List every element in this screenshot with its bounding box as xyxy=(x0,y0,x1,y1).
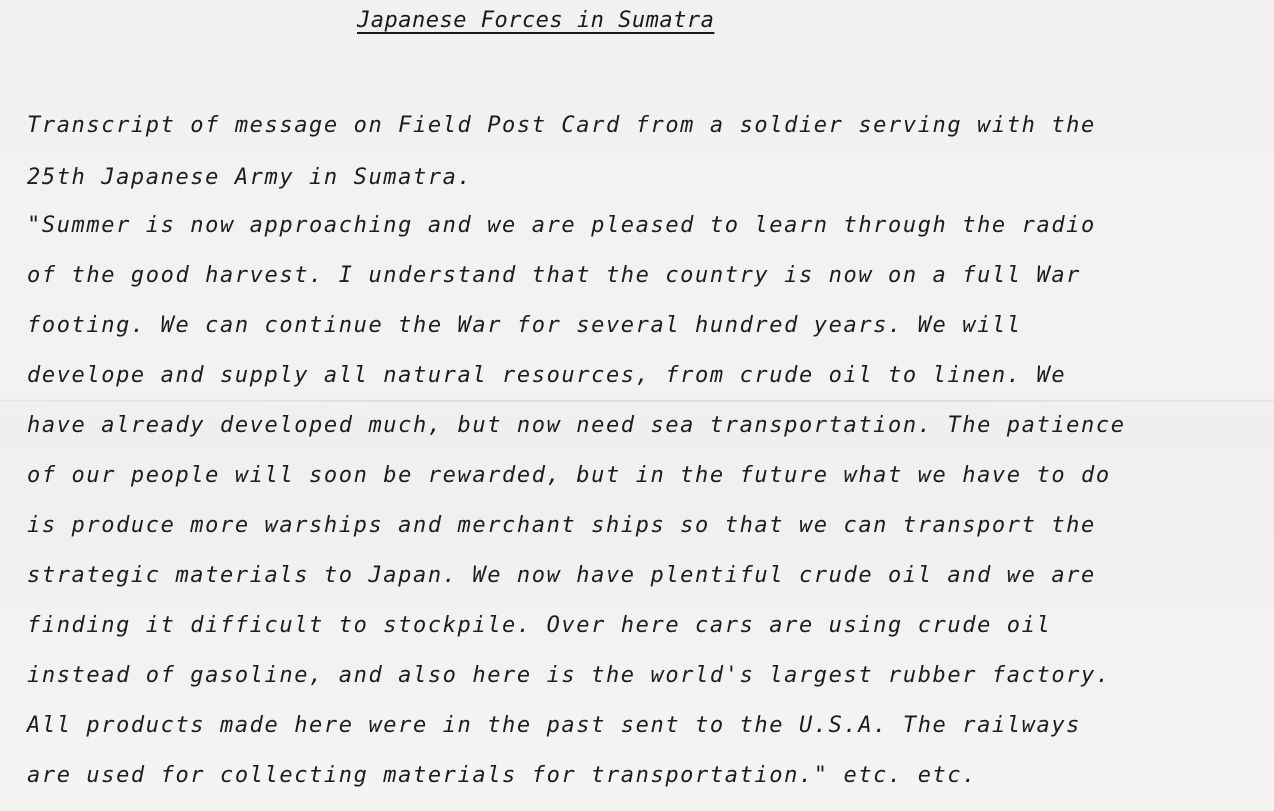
transcript-line-13: All products made here were in the past sent to the U.S.A. The railways xyxy=(27,713,1082,738)
transcript-line-4: of the good harvest. I understand that the country is now on a full War xyxy=(27,263,1082,288)
transcript-line-7: have already developed much, but now need sea transportation. The patience xyxy=(27,413,1126,438)
transcript-line-10: strategic materials to Japan. We now have plentiful crude oil and we are xyxy=(27,563,1096,588)
document-title: Japanese Forces in Sumatra xyxy=(357,8,715,33)
transcript-line-2: 25th Japanese Army in Sumatra. xyxy=(27,165,473,190)
transcript-line-1: Transcript of message on Field Post Card from a soldier serving with the xyxy=(27,113,1096,138)
transcript-line-12: instead of gasoline, and also here is the world's largest rubber factory. xyxy=(27,663,1111,688)
transcript-line-5: footing. We can continue the War for several hundred years. We will xyxy=(27,313,1022,338)
transcript-line-6: develope and supply all natural resources, from crude oil to linen. We xyxy=(27,363,1067,388)
transcript-line-11: finding it difficult to stockpile. Over here cars are using crude oil xyxy=(27,613,1052,638)
transcript-line-14: are used for collecting materials for transportation." etc. etc. xyxy=(27,763,978,788)
transcript-line-3: "Summer is now approaching and we are pleased to learn through the radio xyxy=(27,213,1096,238)
transcript-line-9: is produce more warships and merchant ships so that we can transport the xyxy=(27,513,1096,538)
transcript-line-8: of our people will soon be rewarded, but in the future what we have to do xyxy=(27,463,1111,488)
card-fold-crease xyxy=(0,400,1274,402)
